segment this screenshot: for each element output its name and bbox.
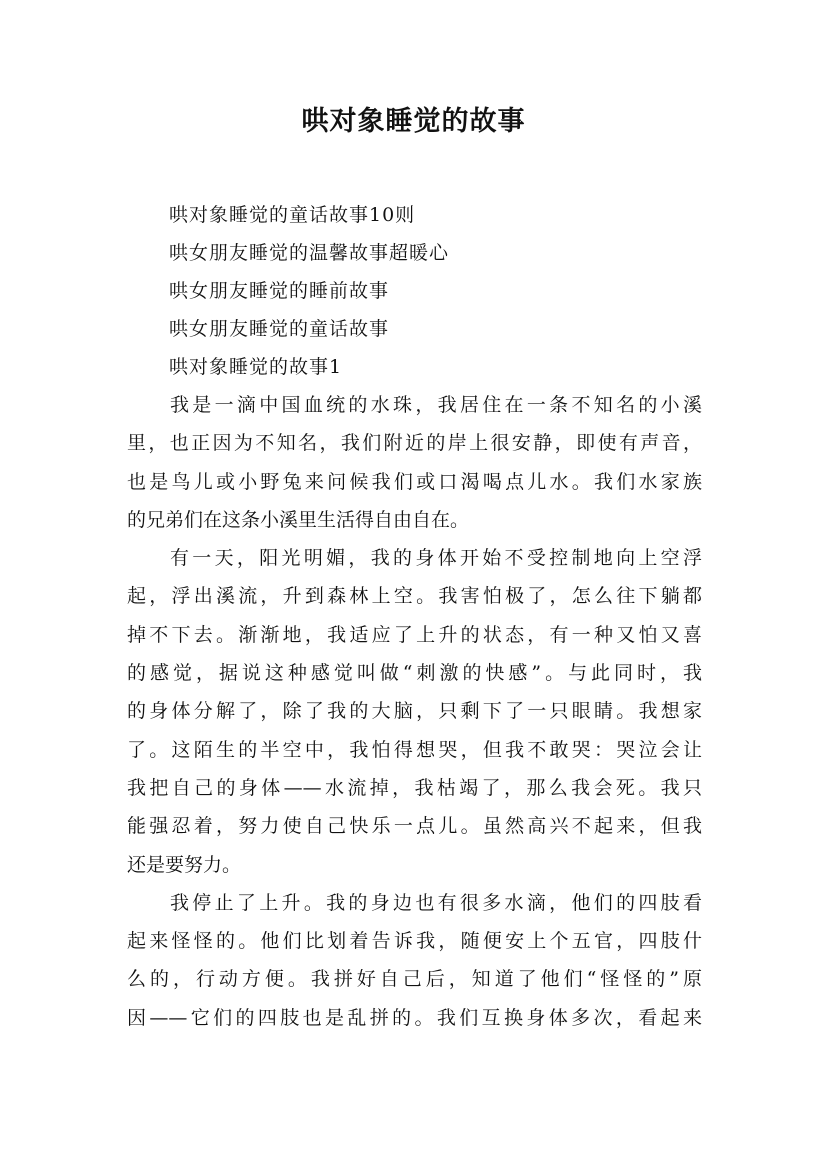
toc-item: 哄女朋友睡觉的睡前故事 [169,280,390,302]
toc-item: 哄女朋友睡觉的温馨故事超暖心 [169,242,450,264]
toc-item: 哄对象睡觉的童话故事10则 [169,204,416,226]
toc-item: 哄对象睡觉的故事1 [169,356,343,378]
text-line: 有一天，阳光明媚，我的身体开始不受控制地向上空浮 [170,547,702,570]
text-line: 我把自己的身体——水流掉，我枯竭了，那么我会死。我只 [127,776,702,799]
text-line: 的感觉，据说这种感觉叫做“刺激的快感”。与此同时，我 [127,662,702,685]
text-line: 因——它们的四肢也是乱拼的。我们互换身体多次，看起来 [127,1006,702,1029]
text-line: 起来怪怪的。他们比划着告诉我，随便安上个五官，四肢什 [127,930,702,953]
text-line: 也是鸟儿或小野兔来问候我们或口渴喝点儿水。我们水家族 [127,470,702,493]
document-title: 哄对象睡觉的故事 [301,106,526,137]
text-line: 里，也正因为不知名，我们附近的岸上很安静，即使有声音， [127,432,702,455]
text-line: 掉不下去。渐渐地，我适应了上升的状态，有一种又怕又喜 [127,623,702,646]
paragraph [127,539,702,884]
paragraph [127,884,702,1037]
toc-item: 哄女朋友睡觉的童话故事 [169,318,390,340]
text-line: 我停止了上升。我的身边也有很多水滴，他们的四肢看 [170,891,702,914]
paragraph [127,386,702,539]
text-line: 么的，行动方便。我拼好自己后，知道了他们“怪怪的”原 [127,968,702,991]
text-line: 起，浮出溪流，升到森林上空。我害怕极了，怎么往下躺都 [127,585,702,608]
story-body [127,386,702,1037]
text-line: 还是要努力。 [127,853,242,876]
text-line: 能强忍着，努力使自己快乐一点儿。虽然高兴不起来，但我 [127,815,702,838]
text-line: 的兄弟们在这条小溪里生活得自由自在。 [127,508,470,531]
toc-list [169,196,729,386]
text-line: 我是一滴中国血统的水珠，我居住在一条不知名的小溪 [170,394,702,416]
text-line: 了。这陌生的半空中，我怕得想哭，但我不敢哭：哭泣会让 [127,738,702,761]
text-line: 的身体分解了，除了我的大脑，只剩下了一只眼睛。我想家 [127,700,702,723]
